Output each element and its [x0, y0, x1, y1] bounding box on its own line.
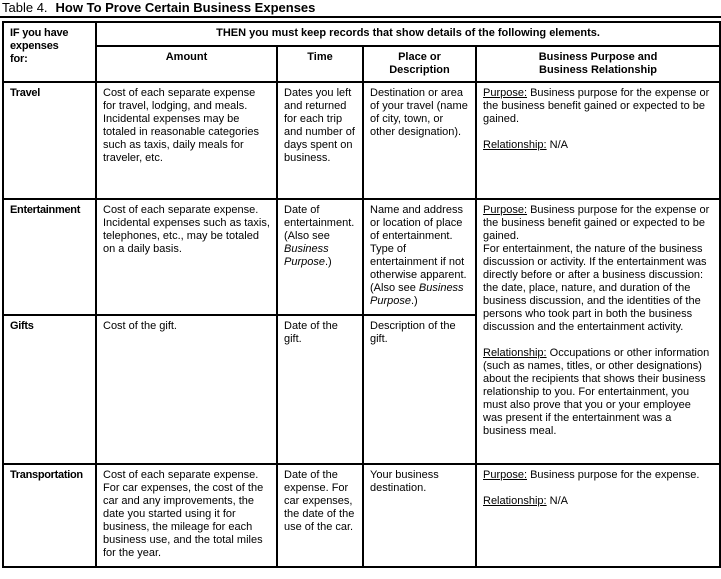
- row-travel: [3, 82, 720, 199]
- row-transportation: [3, 464, 720, 567]
- header-row-columns: [3, 46, 720, 82]
- gifts-time-cell: Date of the gift.: [277, 315, 363, 464]
- travel-category-cell: Travel: [3, 82, 96, 199]
- title-rule: [0, 16, 721, 18]
- table-title: [0, 0, 721, 14]
- transportation-purpose-cell: Purpose: Business purpose for the expense. Relationship: N/A: [476, 464, 720, 567]
- entertainment-category-cell: Entertainment: [3, 199, 96, 315]
- gifts-amount-cell: Cost of the gift.: [96, 315, 277, 464]
- row-entertainment: [3, 199, 720, 315]
- transportation-amount-cell: Cost of each separate expense. For car expenses, the cost of the car and any improvements, the date you started using it for business, the mileage for each business use, and the total miles for the year.: [96, 464, 277, 567]
- transportation-category-cell: Transportation: [3, 464, 96, 567]
- header-then-cell: THEN you must keep records that show details of the following elements.: [96, 22, 720, 46]
- gifts-place-cell: Description of the gift.: [363, 315, 476, 464]
- column-header-time: Time: [277, 46, 363, 82]
- column-header-amount: Amount: [96, 46, 277, 82]
- travel-amount-cell: Cost of each separate expense for travel, lodging, and meals. Incidental expenses may be totaled in reasonable categories such as taxis, daily meals for traveler, etc.: [96, 82, 277, 199]
- header-row-then: [3, 22, 720, 46]
- transportation-time-cell: Date of the expense. For car expenses, the date of the use of the car.: [277, 464, 363, 567]
- gifts-category-cell: Gifts: [3, 315, 96, 464]
- entertainment-time-cell: Date of entertainment. (Also see Business Purpose.): [277, 199, 363, 315]
- entertainment-place-cell: Name and address or location of place of entertainment. Type of entertainment if not otherwise apparent. (Also see Business Purpose.): [363, 199, 476, 315]
- travel-time-cell: Dates you left and returned for each trip and number of days spent on business.: [277, 82, 363, 199]
- table-title-main: How To Prove Certain Business Expenses: [55, 0, 316, 15]
- travel-purpose-cell: Purpose: Business purpose for the expense or the business benefit gained or expected to be gained. Relationship: N/A: [476, 82, 720, 199]
- entertainment-amount-cell: Cost of each separate expense. Incidental expenses such as taxis, telephones, etc., may be totaled on a daily basis.: [96, 199, 277, 315]
- table-title-prefix: Table 4.: [2, 0, 48, 15]
- entertainment-gifts-purpose-cell: Purpose: Business purpose for the expense or the business benefit gained or expected to be gained. For entertainment, the nature of the business discussion or activity. If the entertainment was directly before or after a business discussion: the date, place, nature, and duration of the business discussion, and the identities of the persons who took part in both the business discussion and the entertainment activity. Relationship: Occupations or other information (such as names, titles, or other designations) about the recipients that shows their business relationship to you. For entertainment, you must also prove that you or your employee was present if the entertainment was a business meal.: [476, 199, 720, 464]
- header-if-cell: IF you have expenses for:: [3, 22, 96, 82]
- column-header-purpose: Business Purpose and Business Relationship: [476, 46, 720, 82]
- column-header-place: Place or Description: [363, 46, 476, 82]
- transportation-place-cell: Your business destination.: [363, 464, 476, 567]
- travel-place-cell: Destination or area of your travel (name of city, town, or other designation).: [363, 82, 476, 199]
- expenses-table: [2, 21, 721, 568]
